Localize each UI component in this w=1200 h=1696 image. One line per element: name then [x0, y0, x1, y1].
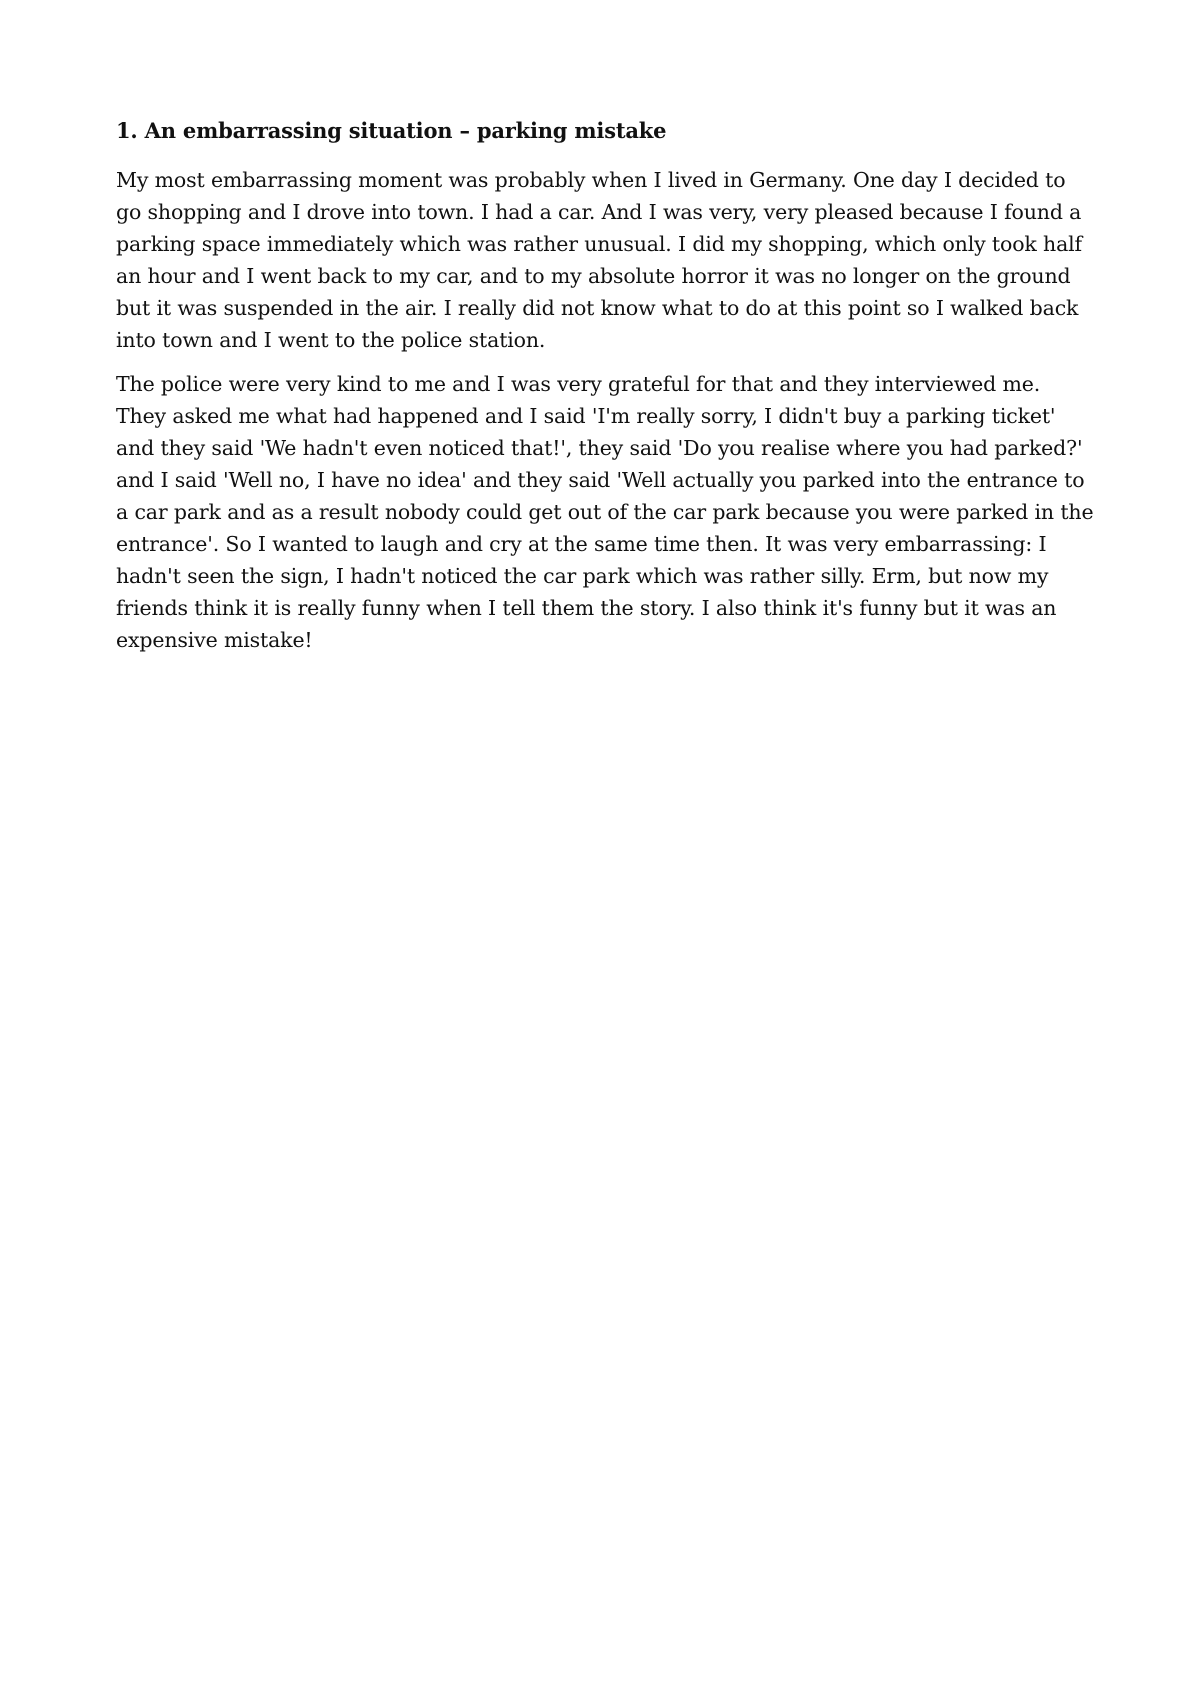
paragraph-1: My most embarrassing moment was probably when I lived in Germany. One day I decided to go shopping and I drove into town. I had a car. And I was very, very pleased because I found a parking space immediately which was rather unusual. I did my shopping, which only took half an hour and I went back to my car, and to my absolute horror it was no longer on the ground but it was suspended in the air. I really did not know what to do at this point so I walked back into town and I went to the police station.: [116, 168, 1082, 352]
document-body: [116, 117, 1096, 668]
paragraph-2: The police were very kind to me and I was very grateful for that and they interviewed me. They asked me what had happened and I said 'I'm really sorry, I didn't buy a parking ticket' and they said 'We hadn't even noticed that!', they said 'Do you realise where you had parked?' and I said 'Well no, I have no idea' and they said 'Well actually you parked into the entrance to a car park and as a result nobody could get out of the car park because you were parked in the entrance'. So I wanted to laugh and cry at the same time then. It was very embarrassing: I hadn't seen the sign, I hadn't noticed the car park which was rather silly. Erm, but now my friends think it is really funny when I tell them the story. I also think it's funny but it was an expensive mistake!: [116, 372, 1094, 652]
document-title: 1. An embarrassing situation – parking mistake: [116, 118, 667, 143]
